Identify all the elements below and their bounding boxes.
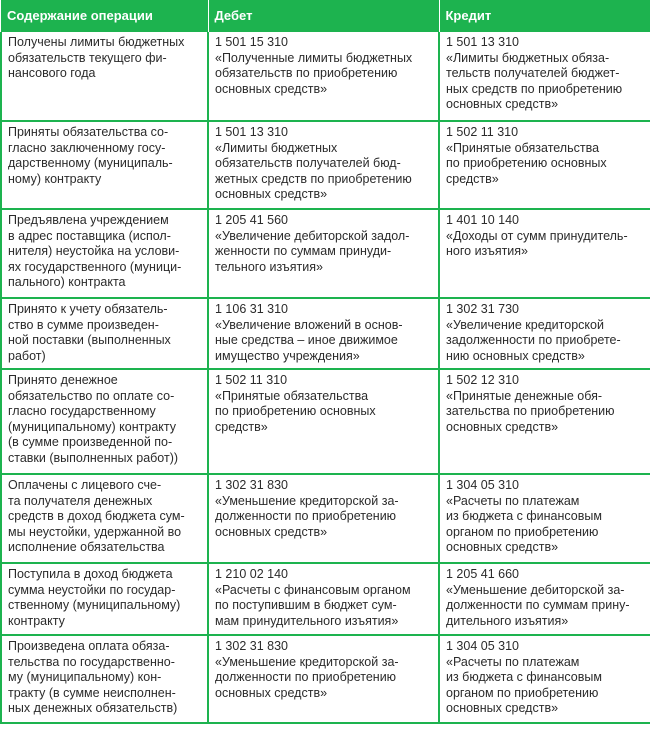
cell-operation: Получены лимиты бюджетных обязательств текущего фи- нансового года (1, 32, 208, 121)
cell-credit: 1 401 10 140 «Доходы от сумм принудитель- ного изъятия» (439, 209, 650, 298)
cell-debit: 1 501 15 310 «Полученные лимиты бюджетных обязательств по приобретению основных средств» (208, 32, 439, 121)
table-row (1, 298, 650, 369)
header-operation: Содержание операции (1, 0, 208, 32)
cell-operation: Оплачены с лицевого сче- та получателя денежных средств в доход бюджета сум- мы неустойки, удержанной во исполнение обязательства (1, 474, 208, 563)
table-header-row (1, 0, 650, 32)
table-row (1, 563, 650, 635)
cell-credit: 1 304 05 310 «Расчеты по платежам из бюджета с финансовым органом по приобретению основных средств» (439, 474, 650, 563)
cell-credit: 1 502 11 310 «Принятые обязательства по приобретению основных средств» (439, 121, 650, 209)
table-row (1, 369, 650, 474)
cell-credit: 1 502 12 310 «Принятые денежные обя- зательства по приобретению основных средств» (439, 369, 650, 474)
cell-debit: 1 501 13 310 «Лимиты бюджетных обязательств получателей бюд- жетных средств по приобретению основных средств» (208, 121, 439, 209)
cell-credit: 1 205 41 660 «Уменьшение дебиторской за- долженности по суммам прину- дительного изъятия» (439, 563, 650, 635)
cell-debit: 1 205 41 560 «Увеличение дебиторской задол- женности по суммам принуди- тельного изъятия» (208, 209, 439, 298)
cell-credit: 1 304 05 310 «Расчеты по платежам из бюджета с финансовым органом по приобретению основных средств» (439, 635, 650, 723)
cell-debit: 1 302 31 830 «Уменьшение кредиторской за- долженности по приобретению основных средств» (208, 474, 439, 563)
cell-operation: Принято денежное обязательство по оплате со- гласно государственному (муниципальному) контракту (в сумме произведенной по- ставки (выполненных работ)) (1, 369, 208, 474)
table-row (1, 121, 650, 209)
table-row (1, 32, 650, 121)
cell-debit: 1 502 11 310 «Принятые обязательства по приобретению основных средств» (208, 369, 439, 474)
cell-debit: 1 210 02 140 «Расчеты с финансовым органом по поступившим в бюджет сум- мам принудительного изъятия» (208, 563, 439, 635)
cell-operation: Предъявлена учреждением в адрес поставщика (испол- нителя) неустойка на услови- ях государственного (муници- пального) контракта (1, 209, 208, 298)
cell-debit: 1 302 31 830 «Уменьшение кредиторской за- долженности по приобретению основных средств» (208, 635, 439, 723)
cell-operation: Приняты обязательства со- гласно заключенному госу- дарственному (муниципаль- ному) контракту (1, 121, 208, 209)
cell-credit: 1 302 31 730 «Увеличение кредиторской задолженности по приобрете- нию основных средств» (439, 298, 650, 369)
cell-debit: 1 106 31 310 «Увеличение вложений в основ- ные средства – иное движимое имущество учреждения» (208, 298, 439, 369)
table-row (1, 474, 650, 563)
header-debit: Дебет (208, 0, 439, 32)
header-credit: Кредит (439, 0, 650, 32)
cell-credit: 1 501 13 310 «Лимиты бюджетных обяза- тельств получателей бюджет- ных средств по приобретению основных средств» (439, 32, 650, 121)
table-row (1, 635, 650, 723)
table-row (1, 209, 650, 298)
cell-operation: Произведена оплата обяза- тельства по государственно- му (муниципальному) кон- тракту (в сумме неисполнен- ных денежных обязательств) (1, 635, 208, 723)
cell-operation: Принято к учету обязатель- ство в сумме произведен- ной поставки (выполненных работ) (1, 298, 208, 369)
cell-operation: Поступила в доход бюджета сумма неустойки по государ- ственному (муниципальному) контракту (1, 563, 208, 635)
